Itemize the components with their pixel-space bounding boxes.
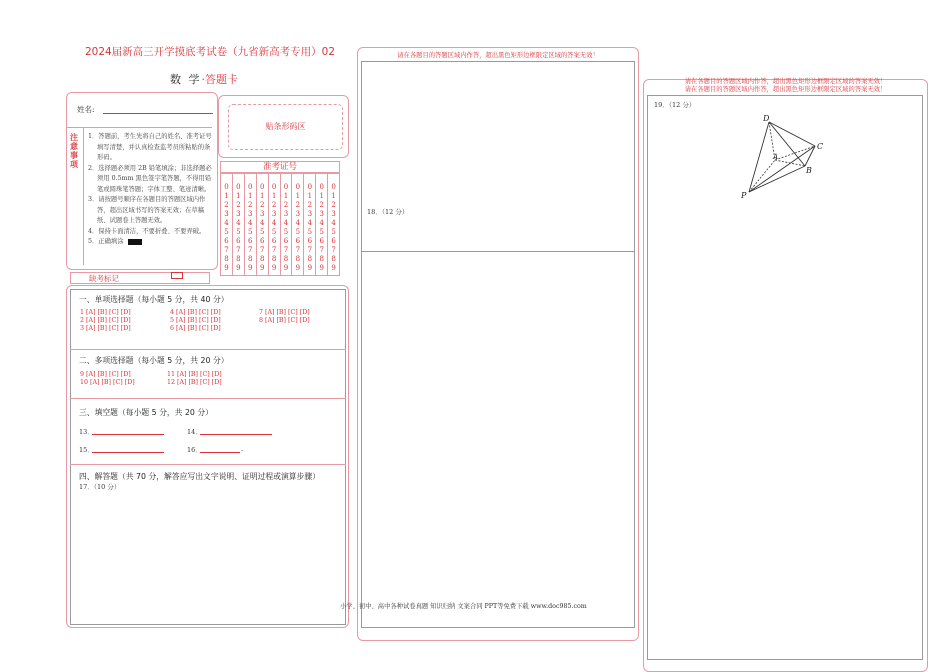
admission-digit-bubble[interactable]: 9 xyxy=(236,264,241,272)
q15-answer-line[interactable] xyxy=(92,452,164,453)
admission-digit-bubble[interactable]: 2 xyxy=(331,201,336,209)
pyramid-figure xyxy=(735,112,830,202)
admission-digit-bubble[interactable]: 6 xyxy=(283,237,289,245)
q13-answer-line[interactable] xyxy=(92,434,164,435)
vertex-P-label: P xyxy=(741,191,747,200)
admission-digit-bubble[interactable]: 5 xyxy=(271,228,277,236)
q15-label: 15． xyxy=(79,446,94,454)
admission-digit-bubble[interactable]: 4 xyxy=(236,219,241,227)
notice-item-4: 4．保持卡面清洁，不要折叠、不要弄破。 xyxy=(88,227,206,235)
admission-digit-bubble[interactable]: 5 xyxy=(295,228,301,236)
vertex-C-label: C xyxy=(817,142,824,151)
admission-digit-bubble[interactable]: 7 xyxy=(307,246,313,254)
admission-digit-bubble[interactable]: 2 xyxy=(259,201,265,209)
admission-digit-bubble[interactable]: 7 xyxy=(248,246,253,254)
footer-text: 小学、初中、高中各种试卷真题 知识归纳 文案合同 PPT等免费下载 www.doc985.com xyxy=(340,603,587,610)
admission-digit-bubble[interactable]: 9 xyxy=(307,264,313,272)
admission-digit-bubble[interactable]: 1 xyxy=(259,192,265,200)
admission-digit-column xyxy=(269,174,281,275)
notice-item-5-text: 5．正确填涂 xyxy=(88,238,124,245)
admission-digit-column xyxy=(304,174,316,275)
notice-item-3: 3．请按题号顺序在各题目的答题区域内作答，超出区域书写的答案无效；在草稿纸、试题卷上答题无效。 xyxy=(88,196,206,224)
admission-digit-bubble[interactable]: 8 xyxy=(295,255,301,263)
admission-digit-bubble[interactable]: 3 xyxy=(319,210,324,218)
q2-options[interactable]: 2 [A] [B] [C] [D] xyxy=(80,317,131,324)
admission-digit-bubble[interactable]: 7 xyxy=(271,246,277,254)
admission-digit-bubble[interactable]: 2 xyxy=(271,201,277,209)
admission-digit-bubble[interactable]: 6 xyxy=(319,237,324,245)
admission-digit-bubble[interactable]: 8 xyxy=(271,255,277,263)
admission-digit-bubble[interactable]: 0 xyxy=(331,183,336,191)
q14-answer-line[interactable] xyxy=(200,434,272,435)
q14-label: 14． xyxy=(187,428,202,436)
q13-label: 13． xyxy=(79,428,94,436)
admission-digit-bubble[interactable]: 1 xyxy=(248,192,253,200)
admission-digit-bubble[interactable]: 4 xyxy=(271,219,277,227)
admission-digit-column xyxy=(281,174,293,275)
admission-digit-bubble[interactable]: 5 xyxy=(331,228,336,236)
section-divider-3 xyxy=(70,464,346,465)
admission-digit-bubble[interactable]: 4 xyxy=(331,219,336,227)
admission-digit-bubble[interactable]: 4 xyxy=(283,219,289,227)
admission-digit-bubble[interactable]: 5 xyxy=(283,228,289,236)
edge-DC xyxy=(769,122,815,146)
admission-digit-bubble[interactable]: 8 xyxy=(236,255,241,263)
admission-digit-bubble[interactable]: 5 xyxy=(248,228,253,236)
admission-digit-bubble[interactable]: 8 xyxy=(319,255,324,263)
admission-digit-bubble[interactable]: 7 xyxy=(283,246,289,254)
admission-digit-bubble[interactable]: 6 xyxy=(307,237,313,245)
admission-digit-bubble[interactable]: 1 xyxy=(319,192,324,200)
section1-title: 一、单项选择题（每小题 5 分，共 40 分） xyxy=(79,295,229,304)
admission-digit-bubble[interactable]: 0 xyxy=(259,183,265,191)
admission-digit-bubble[interactable]: 5 xyxy=(259,228,265,236)
admission-digit-bubble[interactable]: 5 xyxy=(236,228,241,236)
section4-title: 四、解答题（共 70 分，解答应写出文字说明、证明过程或演算步骤） xyxy=(79,472,320,481)
notice-tag: 注意事项 xyxy=(70,133,78,169)
admission-number-title: 准考证号 xyxy=(220,161,340,173)
admission-digit-bubble[interactable]: 1 xyxy=(307,192,313,200)
admission-digit-bubble[interactable]: 0 xyxy=(271,183,277,191)
admission-digit-bubble[interactable]: 3 xyxy=(331,210,336,218)
admission-digit-bubble[interactable]: 2 xyxy=(236,201,241,209)
q10-options[interactable]: 10 [A] [B] [C] [D] xyxy=(80,379,135,386)
admission-digit-bubble[interactable]: 6 xyxy=(295,237,301,245)
admission-digit-column xyxy=(221,174,233,275)
admission-digit-bubble[interactable]: 5 xyxy=(224,228,229,236)
admission-digit-bubble[interactable]: 7 xyxy=(236,246,241,254)
missing-mark-checkbox[interactable] xyxy=(171,272,183,279)
q8-options[interactable]: 8 [A] [B] [C] [D] xyxy=(259,317,310,324)
q1-options[interactable]: 1 [A] [B] [C] [D] xyxy=(80,309,131,316)
edge-PB xyxy=(749,166,805,192)
q17-answer-area[interactable] xyxy=(72,492,344,622)
admission-digit-bubble[interactable]: 0 xyxy=(295,183,301,191)
admission-digit-bubble[interactable]: 2 xyxy=(295,201,301,209)
admission-digit-bubble[interactable]: 3 xyxy=(295,210,301,218)
right-warning-line2: 请在各题目的答题区域内作答，超出黑色矩形边框限定区域的答案无效！ xyxy=(684,86,887,93)
admission-digit-bubble[interactable]: 6 xyxy=(271,237,277,245)
admission-digit-bubble[interactable]: 3 xyxy=(224,210,229,218)
notice-item-1: 1．答题前，考生先将自己的姓名、准考证号填写清楚，并认真检查监考员所粘贴的条形码。 xyxy=(88,133,212,161)
q5-options[interactable]: 5 [A] [B] [C] [D] xyxy=(170,317,221,324)
admission-digit-bubble[interactable]: 9 xyxy=(224,264,229,272)
admission-digit-bubble[interactable]: 6 xyxy=(331,237,336,245)
vertex-A-label: A xyxy=(773,153,779,161)
admission-digit-bubble[interactable]: 4 xyxy=(307,219,313,227)
admission-digit-bubble[interactable]: 3 xyxy=(236,210,241,218)
section1-col3 xyxy=(259,309,310,325)
q18-label: 18．（12 分） xyxy=(367,208,409,216)
admission-digit-bubble[interactable]: 1 xyxy=(331,192,336,200)
admission-digit-bubble[interactable]: 4 xyxy=(224,219,229,227)
admission-digit-bubble[interactable]: 3 xyxy=(259,210,265,218)
subject-suffix: ·答题卡 xyxy=(201,73,238,86)
admission-digit-bubble[interactable]: 3 xyxy=(248,210,253,218)
notice-item-2: 2．选择题必须用 2B 铅笔填涂；非选择题必须用 0.5mm 黑色签字笔答题，不得用铅笔或圆珠笔答题；字体工整、笔迹清晰。 xyxy=(88,164,212,193)
admission-number-grid xyxy=(220,173,340,276)
admission-digit-bubble[interactable]: 5 xyxy=(307,228,313,236)
admission-digit-bubble[interactable]: 1 xyxy=(271,192,277,200)
admission-digit-bubble[interactable]: 0 xyxy=(307,183,313,191)
admission-digit-bubble[interactable]: 7 xyxy=(331,246,336,254)
notice-item-5 xyxy=(88,237,212,248)
admission-digit-bubble[interactable]: 2 xyxy=(307,201,313,209)
admission-digit-bubble[interactable]: 8 xyxy=(224,255,229,263)
edge-PA xyxy=(749,160,775,192)
admission-digit-column xyxy=(245,174,257,275)
admission-digit-bubble[interactable]: 7 xyxy=(259,246,265,254)
admission-digit-bubble[interactable]: 3 xyxy=(283,210,289,218)
admission-digit-bubble[interactable]: 6 xyxy=(224,237,229,245)
q6-options[interactable]: 6 [A] [B] [C] [D] xyxy=(170,325,221,332)
fill-sample-mark xyxy=(128,239,142,245)
admission-digit-bubble[interactable]: 2 xyxy=(283,201,289,209)
name-label: 姓名: xyxy=(77,105,95,114)
admission-digit-bubble[interactable]: 3 xyxy=(307,210,313,218)
q19-label: 19．（12 分） xyxy=(654,101,696,109)
admission-digit-bubble[interactable]: 6 xyxy=(236,237,241,245)
vertex-D-label: D xyxy=(763,114,770,123)
notice-tag-divider xyxy=(83,127,84,265)
admission-digit-bubble[interactable]: 1 xyxy=(283,192,289,200)
q12-options[interactable]: 12 [A] [B] [C] [D] xyxy=(167,379,222,386)
q16-answer-line[interactable] xyxy=(200,452,240,453)
q19-answer-area[interactable] xyxy=(650,205,920,655)
admission-digit-bubble[interactable]: 0 xyxy=(248,183,253,191)
name-field[interactable] xyxy=(103,113,213,114)
q18-answer-area[interactable] xyxy=(363,216,633,246)
admission-digit-bubble[interactable]: 5 xyxy=(319,228,324,236)
admission-digit-bubble[interactable]: 8 xyxy=(307,255,313,263)
admission-digit-bubble[interactable]: 2 xyxy=(224,201,229,209)
subject-name: 数 学 xyxy=(170,73,202,86)
admission-digit-column xyxy=(233,174,245,275)
admission-digit-bubble[interactable]: 9 xyxy=(319,264,324,272)
middle-warning-top: 请在各题目的答题区域内作答，超出黑色矩形边框限定区域的答案无效！ xyxy=(397,52,599,59)
section3-title: 三、填空题（每小题 5 分，共 20 分） xyxy=(79,408,213,417)
exam-title: 2024届新高三开学摸底考试卷（九省新高考专用）02 xyxy=(84,46,336,58)
section-divider-2 xyxy=(70,398,346,399)
admission-digit-bubble[interactable]: 9 xyxy=(295,264,301,272)
admission-digit-bubble[interactable]: 9 xyxy=(331,264,336,272)
admission-digit-bubble[interactable]: 9 xyxy=(271,264,277,272)
q16-tail: . xyxy=(241,445,244,453)
admission-digit-bubble[interactable]: 1 xyxy=(224,192,229,200)
barcode-area xyxy=(228,104,343,150)
admission-digit-bubble[interactable]: 6 xyxy=(248,237,253,245)
admission-digit-bubble[interactable]: 3 xyxy=(271,210,277,218)
admission-digit-bubble[interactable]: 4 xyxy=(319,219,324,227)
notice-divider xyxy=(66,127,212,128)
admission-digit-bubble[interactable]: 7 xyxy=(295,246,301,254)
admission-digit-bubble[interactable]: 8 xyxy=(331,255,336,263)
section2-col2 xyxy=(167,371,222,387)
admission-digit-bubble[interactable]: 1 xyxy=(295,192,301,200)
q3-options[interactable]: 3 [A] [B] [C] [D] xyxy=(80,325,131,332)
q16-label: 16． xyxy=(187,446,202,454)
admission-digit-bubble[interactable]: 8 xyxy=(248,255,253,263)
admission-digit-bubble[interactable]: 4 xyxy=(248,219,253,227)
admission-digit-bubble[interactable]: 7 xyxy=(319,246,324,254)
admission-digit-bubble[interactable]: 8 xyxy=(259,255,265,263)
admission-digit-bubble[interactable]: 4 xyxy=(259,219,265,227)
admission-digit-column xyxy=(292,174,304,275)
subject-title xyxy=(170,71,238,87)
admission-digit-bubble[interactable]: 0 xyxy=(224,183,229,191)
admission-digit-bubble[interactable]: 4 xyxy=(295,219,301,227)
middle-answer-frame xyxy=(361,61,635,628)
admission-digit-bubble[interactable]: 0 xyxy=(236,183,241,191)
admission-digit-bubble[interactable]: 0 xyxy=(319,183,324,191)
vertex-B-label: B xyxy=(806,166,812,175)
notice-text xyxy=(88,132,212,248)
admission-digit-column xyxy=(257,174,269,275)
section1-col2 xyxy=(170,309,221,333)
admission-digit-bubble[interactable]: 9 xyxy=(248,264,253,272)
barcode-label: 贴条形码区 xyxy=(265,122,306,131)
q17-label: 17．（10 分） xyxy=(79,483,121,491)
right-warning-line1: 请在各题目的答题区域内作答，超出黑色矩形边框限定区域的答案无效！ xyxy=(684,78,887,85)
missing-mark-label: 缺考标记 xyxy=(70,272,210,284)
admission-digit-bubble[interactable]: 2 xyxy=(248,201,253,209)
section2-title: 二、多项选择题（每小题 5 分，共 20 分） xyxy=(79,356,229,365)
middle-section-divider xyxy=(361,251,635,252)
admission-digit-bubble[interactable]: 8 xyxy=(283,255,289,263)
admission-digit-column xyxy=(328,174,339,275)
admission-digit-bubble[interactable]: 9 xyxy=(283,264,289,272)
q9-options[interactable]: 9 [A] [B] [C] [D] xyxy=(80,371,131,378)
admission-digit-bubble[interactable]: 1 xyxy=(236,192,241,200)
section2-col1 xyxy=(80,371,135,387)
section1-col1 xyxy=(80,309,131,333)
admission-digit-bubble[interactable]: 0 xyxy=(283,183,289,191)
admission-digit-column xyxy=(316,174,328,275)
edge-PD xyxy=(749,122,769,192)
q11-options[interactable]: 11 [A] [B] [C] [D] xyxy=(167,371,222,378)
q7-options[interactable]: 7 [A] [B] [C] [D] xyxy=(259,309,310,316)
q4-options[interactable]: 4 [A] [B] [C] [D] xyxy=(170,309,221,316)
admission-digit-bubble[interactable]: 6 xyxy=(259,237,265,245)
admission-digit-bubble[interactable]: 9 xyxy=(259,264,265,272)
admission-digit-bubble[interactable]: 7 xyxy=(224,246,229,254)
admission-digit-bubble[interactable]: 2 xyxy=(319,201,324,209)
section-divider-1 xyxy=(70,349,346,350)
